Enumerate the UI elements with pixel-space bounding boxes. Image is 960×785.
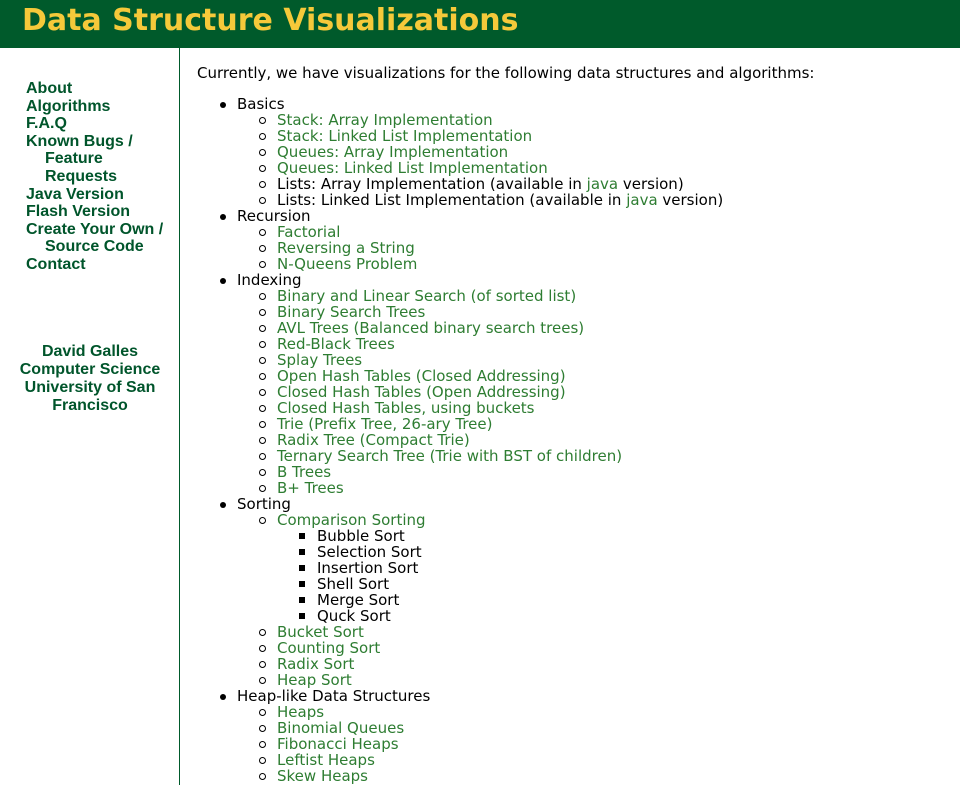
nav-flash-version-link[interactable]: Flash Version bbox=[26, 203, 131, 221]
list-item bbox=[237, 256, 957, 272]
btrees-link[interactable]: B Trees bbox=[277, 463, 332, 481]
list-item bbox=[277, 576, 957, 592]
sidebar bbox=[0, 48, 180, 785]
nav-about-link[interactable]: About bbox=[26, 80, 73, 97]
nav-contact-link[interactable]: Contact bbox=[26, 255, 86, 273]
bullet-icon bbox=[220, 502, 226, 508]
bubble-sort-text: Bubble Sort bbox=[317, 527, 405, 545]
circle-bullet-icon bbox=[259, 469, 266, 476]
section-indexing bbox=[197, 272, 957, 496]
circle-bullet-icon bbox=[259, 245, 266, 252]
circle-bullet-icon bbox=[259, 165, 266, 172]
nav-java-version-link[interactable]: Java Version bbox=[26, 185, 124, 203]
list-item bbox=[237, 112, 957, 128]
counting-sort-link[interactable]: Counting Sort bbox=[277, 639, 381, 657]
list-item bbox=[277, 608, 957, 624]
sidebar-nav bbox=[26, 80, 176, 274]
queue-linked-list-link[interactable]: Queues: Linked List Implementation bbox=[277, 159, 548, 177]
circle-bullet-icon bbox=[259, 773, 266, 780]
bplus-trees-link[interactable]: B+ Trees bbox=[277, 479, 344, 497]
list-item bbox=[277, 528, 957, 544]
binomial-queues-link[interactable]: Binomial Queues bbox=[277, 719, 405, 737]
list-item bbox=[277, 544, 957, 560]
circle-bullet-icon bbox=[259, 485, 266, 492]
lists-linked-text: Lists: Linked List Implementation (available in bbox=[277, 191, 627, 209]
list-item bbox=[237, 416, 957, 432]
lists-array-java-link[interactable]: java bbox=[586, 175, 619, 193]
list-item bbox=[237, 720, 957, 736]
circle-bullet-icon bbox=[259, 677, 266, 684]
circle-bullet-icon bbox=[259, 421, 266, 428]
nav-algorithms-link[interactable]: Algorithms bbox=[26, 97, 111, 115]
page-header bbox=[0, 0, 960, 48]
list-item bbox=[237, 128, 957, 144]
square-bullet-icon bbox=[299, 565, 305, 571]
circle-bullet-icon bbox=[259, 229, 266, 236]
circle-bullet-icon bbox=[259, 309, 266, 316]
splay-link[interactable]: Splay Trees bbox=[277, 351, 363, 369]
leftist-heaps-link[interactable]: Leftist Heaps bbox=[277, 751, 375, 769]
red-black-link[interactable]: Red-Black Trees bbox=[277, 335, 395, 353]
avl-link[interactable]: AVL Trees (Balanced binary search trees) bbox=[277, 319, 585, 337]
list-item bbox=[237, 448, 957, 464]
circle-bullet-icon bbox=[259, 197, 266, 204]
circle-bullet-icon bbox=[259, 261, 266, 268]
nav-create-your-own-link[interactable]: Create Your Own / Source Code bbox=[26, 220, 164, 256]
circle-bullet-icon bbox=[259, 741, 266, 748]
bst-link[interactable]: Binary Search Trees bbox=[277, 303, 426, 321]
list-item bbox=[237, 672, 957, 688]
circle-bullet-icon bbox=[259, 757, 266, 764]
list-item bbox=[237, 480, 957, 496]
square-bullet-icon bbox=[299, 533, 305, 539]
section-title: Indexing bbox=[237, 271, 302, 289]
list-item bbox=[277, 560, 957, 576]
radix-sort-link[interactable]: Radix Sort bbox=[277, 655, 355, 673]
stack-linked-list-link[interactable]: Stack: Linked List Implementation bbox=[277, 127, 533, 145]
list-item bbox=[237, 656, 957, 672]
ternary-search-tree-link[interactable]: Ternary Search Tree (Trie with BST of children) bbox=[277, 447, 623, 465]
lists-array-text: Lists: Array Implementation (available in bbox=[277, 175, 587, 193]
list-item bbox=[237, 384, 957, 400]
circle-bullet-icon bbox=[259, 517, 266, 524]
circle-bullet-icon bbox=[259, 325, 266, 332]
list-item bbox=[237, 752, 957, 768]
circle-bullet-icon bbox=[259, 357, 266, 364]
factorial-link[interactable]: Factorial bbox=[277, 223, 341, 241]
author-department: Computer Science bbox=[19, 361, 161, 378]
intro-text: Currently, we have visualizations for the following data structures and algorithms: bbox=[197, 64, 815, 82]
list-item bbox=[237, 192, 957, 208]
square-bullet-icon bbox=[299, 597, 305, 603]
skew-heaps-link[interactable]: Skew Heaps bbox=[277, 767, 368, 785]
section-recursion bbox=[197, 208, 957, 272]
square-bullet-icon bbox=[299, 613, 305, 619]
bullet-icon bbox=[220, 214, 226, 220]
section-basics bbox=[197, 96, 957, 208]
circle-bullet-icon bbox=[259, 629, 266, 636]
list-item bbox=[237, 160, 957, 176]
list-item bbox=[277, 592, 957, 608]
list-item bbox=[237, 640, 957, 656]
bullet-icon bbox=[220, 278, 226, 284]
circle-bullet-icon bbox=[259, 133, 266, 140]
square-bullet-icon bbox=[299, 581, 305, 587]
section-title: Recursion bbox=[237, 207, 311, 225]
circle-bullet-icon bbox=[259, 405, 266, 412]
circle-bullet-icon bbox=[259, 181, 266, 188]
section-title: Sorting bbox=[237, 495, 291, 513]
nav-faq-link[interactable]: F.A.Q bbox=[26, 115, 67, 133]
circle-bullet-icon bbox=[259, 149, 266, 156]
merge-sort-text: Merge Sort bbox=[317, 591, 400, 609]
author-university: University of San Francisco bbox=[24, 379, 156, 414]
list-item bbox=[237, 704, 957, 720]
circle-bullet-icon bbox=[259, 661, 266, 668]
comparison-sorting-link[interactable]: Comparison Sorting bbox=[277, 511, 426, 529]
heaps-link[interactable]: Heaps bbox=[277, 703, 325, 721]
section-sorting bbox=[197, 496, 957, 688]
list-item bbox=[237, 176, 957, 192]
main-content bbox=[197, 64, 957, 784]
list-item bbox=[237, 224, 957, 240]
lists-linked-java-link[interactable]: java bbox=[626, 191, 658, 209]
circle-bullet-icon bbox=[259, 725, 266, 732]
queue-array-link[interactable]: Queues: Array Implementation bbox=[277, 143, 509, 161]
bullet-icon bbox=[220, 102, 226, 108]
binary-linear-search-link[interactable]: Binary and Linear Search (of sorted list) bbox=[277, 287, 577, 305]
topic-list bbox=[197, 96, 957, 784]
list-item bbox=[237, 768, 957, 784]
nav-known-bugs-link[interactable]: Known Bugs / Feature Requests bbox=[26, 132, 133, 185]
trie-link[interactable]: Trie (Prefix Tree, 26-ary Tree) bbox=[277, 415, 493, 433]
selection-sort-text: Selection Sort bbox=[317, 543, 422, 561]
list-item bbox=[237, 352, 957, 368]
fibonacci-heaps-link[interactable]: Fibonacci Heaps bbox=[277, 735, 399, 753]
list-item bbox=[237, 512, 957, 624]
list-item bbox=[237, 400, 957, 416]
list-item bbox=[237, 320, 957, 336]
list-item bbox=[237, 464, 957, 480]
radix-tree-link[interactable]: Radix Tree (Compact Trie) bbox=[277, 431, 470, 449]
list-item bbox=[237, 368, 957, 384]
circle-bullet-icon bbox=[259, 645, 266, 652]
list-item bbox=[237, 432, 957, 448]
square-bullet-icon bbox=[299, 549, 305, 555]
circle-bullet-icon bbox=[259, 709, 266, 716]
open-hash-link[interactable]: Open Hash Tables (Closed Addressing) bbox=[277, 367, 566, 385]
shell-sort-text: Shell Sort bbox=[317, 575, 390, 593]
circle-bullet-icon bbox=[259, 437, 266, 444]
closed-hash-buckets-link[interactable]: Closed Hash Tables, using buckets bbox=[277, 399, 535, 417]
page-title: Data Structure Visualizations bbox=[22, 3, 519, 38]
list-item bbox=[237, 304, 957, 320]
circle-bullet-icon bbox=[259, 389, 266, 396]
section-heap-like bbox=[197, 688, 957, 784]
bullet-icon bbox=[220, 694, 226, 700]
version-suffix-text: version) bbox=[657, 191, 724, 209]
circle-bullet-icon bbox=[259, 453, 266, 460]
author-name: David Galles bbox=[41, 343, 139, 360]
section-title: Basics bbox=[237, 95, 285, 113]
reverse-string-link[interactable]: Reversing a String bbox=[277, 239, 415, 257]
section-title: Heap-like Data Structures bbox=[237, 687, 431, 705]
list-item bbox=[237, 240, 957, 256]
circle-bullet-icon bbox=[259, 117, 266, 124]
bucket-sort-link[interactable]: Bucket Sort bbox=[277, 623, 364, 641]
circle-bullet-icon bbox=[259, 341, 266, 348]
list-item bbox=[237, 736, 957, 752]
list-item bbox=[237, 144, 957, 160]
author-credit bbox=[0, 343, 180, 415]
nqueens-link[interactable]: N-Queens Problem bbox=[277, 255, 418, 273]
circle-bullet-icon bbox=[259, 373, 266, 380]
version-suffix-text: version) bbox=[618, 175, 684, 193]
closed-hash-link[interactable]: Closed Hash Tables (Open Addressing) bbox=[277, 383, 566, 401]
stack-array-link[interactable]: Stack: Array Implementation bbox=[277, 111, 493, 129]
quick-sort-text: Quck Sort bbox=[317, 607, 391, 625]
circle-bullet-icon bbox=[259, 293, 266, 300]
list-item bbox=[237, 288, 957, 304]
heap-sort-link[interactable]: Heap Sort bbox=[277, 671, 352, 689]
insertion-sort-text: Insertion Sort bbox=[317, 559, 419, 577]
list-item bbox=[237, 624, 957, 640]
list-item bbox=[237, 336, 957, 352]
